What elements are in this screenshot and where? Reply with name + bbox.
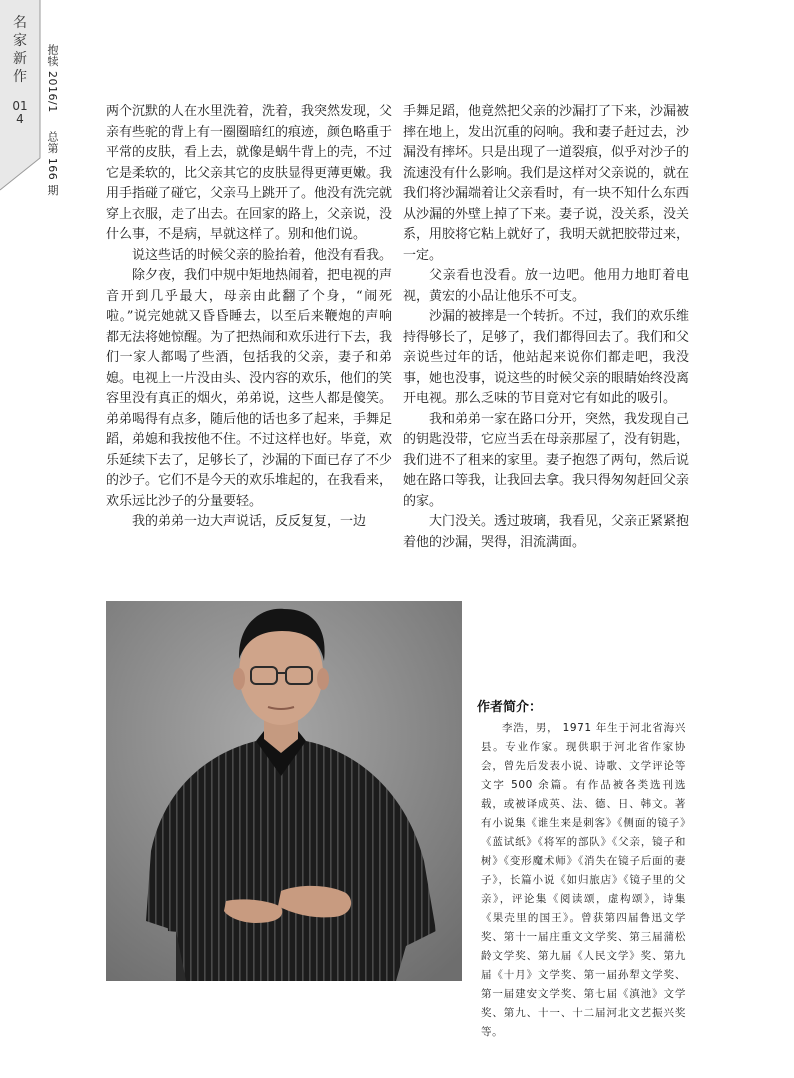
section-label: 名家新作	[13, 15, 27, 85]
paragraph: 手舞足蹈，他竟然把父亲的沙漏打了下来，沙漏被摔在地上，发出沉重的闷响。我和妻子赶过去，沙漏没有摔坏。只是出现了一道裂痕，似乎对沙子的流速没有什么影响。我们是这样对父亲说的，就在我们将沙漏端着让父亲看时，有一块不知什么东西从沙漏的外壁上掉了下来。妻子说，没关系，没关系，用胶将它粘上就好了，我明天就把胶带过来，一定。	[403, 104, 690, 263]
paragraph: 除夕夜，我们中规中矩地热闹着，把电视的声音开到几乎最大，母亲由此翻了个身，“闹死啦。”说完她就又昏昏睡去，以至后来鞭炮的声响都无法将她惊醒。为了把热闹和欢乐进行下去，我们一家人都喝了些酒，包括我的父亲，妻子和弟媳。电视上一片没由头、没内容的欢乐，他们的笑容里没有真正的烟火，弟弟说，这些人都是傻笑。弟弟喝得有点多，随后他的话也多了起来，手舞足蹈，弟媳和我按他不住。不过这样也好。毕竟，欢乐延续下去了，足够长了，沙漏的下面已存了不少的沙子。它们不是今天的欢乐堆起的，在我看来，欢乐远比沙子的分量要轻。	[106, 268, 393, 509]
author-bio-text: 李浩，男， 1971 年生于河北省海兴县。专业作家。现供职于河北省作家协会，曾先后发表小说、诗歌、文学评论等文字 500 余篇。有作品被各类选刊选载，或被译成英、法、德、日、韩文。著有小说集《谁生来是刺客》《侧面的镜子》《蓝试纸》《将军的部队》《父亲，镜子和树》《变形魔术师》《消失在镜子后面的妻子》，长篇小说《如归旅店》《镜子里的父亲》，评论集《阅读颂，虚构颂》，诗集《果壳里的国王》。曾获第四届鲁迅文学奖、第十一届庄重文文学奖、第三届蒲松龄文学奖、第九届《人民文学》奖、第九届《十月》文学奖、第一届孙犁文学奖、第一届建安文学奖、第七届《滇池》文学奖、第九、十一、十二届河北文艺振兴奖等。	[481, 722, 686, 1038]
paragraph: 父亲看也没看。放一边吧。他用力地盯着电视，黄宏的小品让他乐不可支。	[403, 268, 689, 304]
paragraph: 我和弟弟一家在路口分开，突然，我发现自己的钥匙没带，它应当丢在母亲那屋了，没有钥匙，我们进不了租来的家里。妻子抱怨了两句，然后说她在路口等我，让我回去拿。我只得匆匆赶回父亲的家。	[403, 411, 690, 509]
paragraph: 我的弟弟一边大声说话，反反复复，一边	[132, 514, 367, 529]
right-text-column	[403, 102, 689, 553]
page-number: 014	[12, 99, 28, 126]
paragraph: 沙漏的被摔是一个转折。不过，我们的欢乐维持得够长了，足够了，我们都得回去了。我们和父亲说些过年的话，他站起来说你们都走吧，我没事，她也没事，说这些的时候父亲的眼睛始终没离开电视。那么乏味的节目竟对它有如此的吸引。	[403, 309, 690, 406]
author-bio	[477, 696, 686, 1042]
issue-info	[44, 44, 60, 196]
paragraph: 两个沉默的人在水里洗着，洗着，我突然发现，父亲有些驼的背上有一圈圈暗红的痕迹，颜色略重于平常的皮肤，看上去，就像是蜗牛背上的壳，不过它是柔软的，比父亲其它的皮肤显得更薄更嫩。我用手指碰了碰它，父亲马上跳开了。他没有洗完就穿上衣服，走了出去。在回家的路上，父亲说，没什么事，不是病，早就这样了。别和他们说。	[106, 104, 393, 242]
total-issue: 总第 166 期	[46, 130, 59, 196]
author-bio-heading: 作者简介：	[477, 700, 543, 715]
paragraph: 说这些话的时候父亲的脸抬着，他没有看我。	[132, 247, 393, 263]
year-issue: 2016/1	[46, 71, 59, 113]
author-photo	[106, 601, 462, 981]
paragraph: 大门没关。透过玻璃，我看见，父亲正紧紧抱着他的沙漏，哭得，泪流满面。	[403, 514, 690, 550]
author-portrait-illustration	[106, 601, 462, 981]
journal-name: 抱犊	[46, 44, 59, 67]
left-text-column	[106, 102, 392, 533]
